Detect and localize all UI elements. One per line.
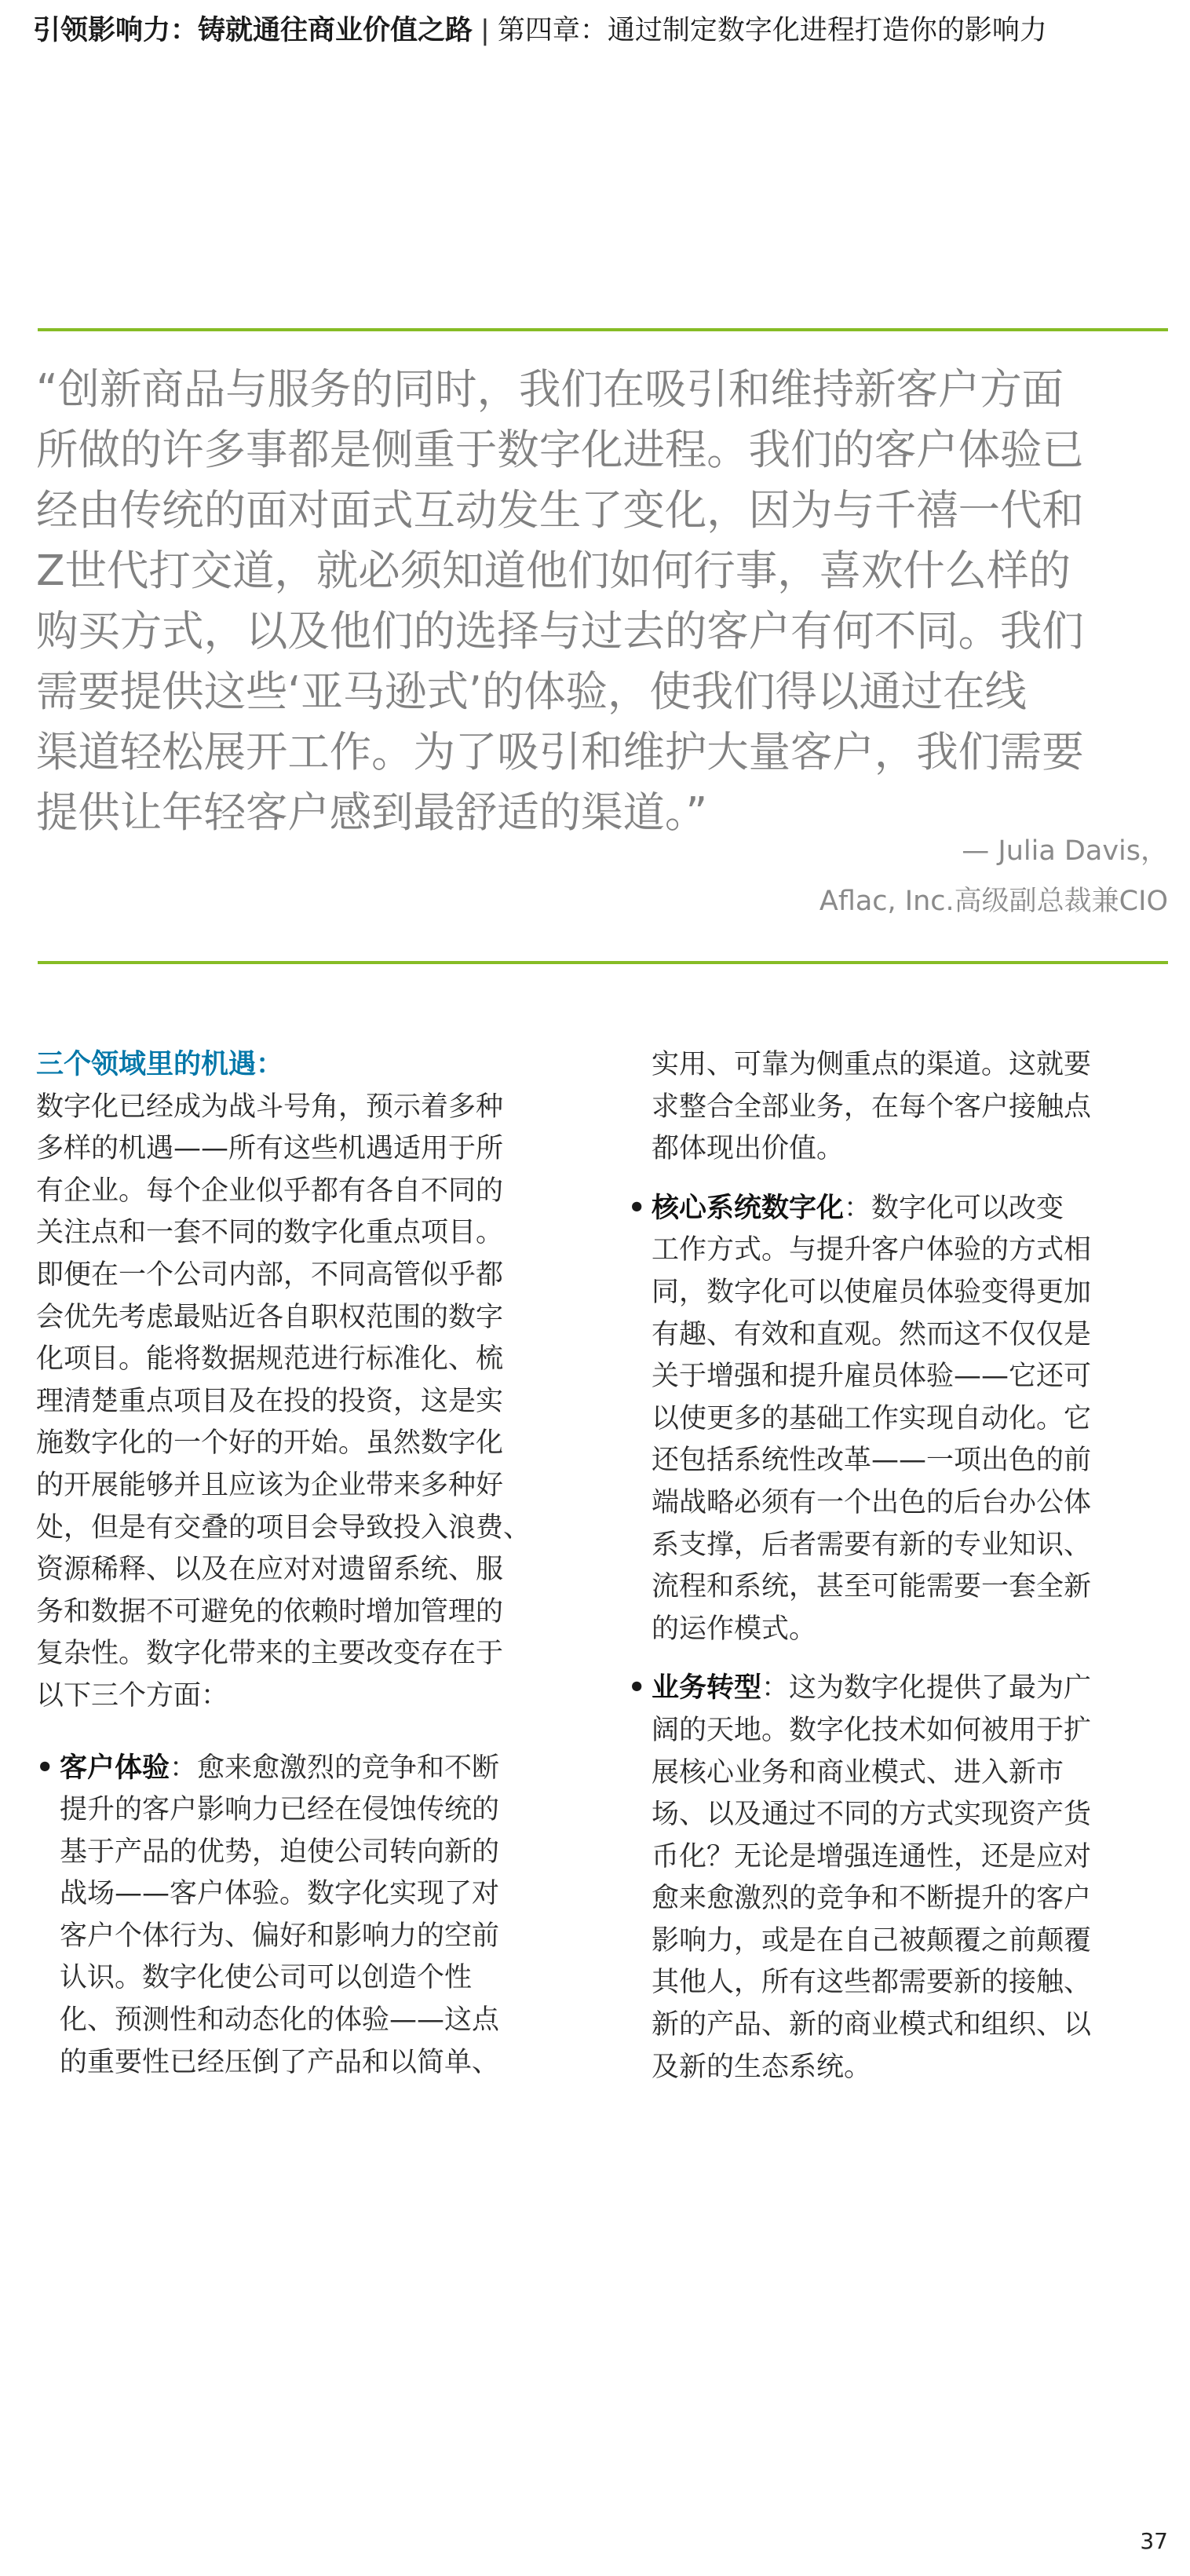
paragraph-line: 有企业。每个企业似乎都有各自不同的 [36,1175,504,1207]
pull-quote [36,359,1174,842]
bullet-line: 愈来愈激烈的竞争和不断提升的客户 [652,1883,1092,1915]
quote-bottom-rule [38,961,1168,964]
bullet-line: ：数字化可以改变 [844,1192,1064,1224]
chapter-title: 第四章：通过制定数字化进程打造你的影响力 [497,15,1047,46]
bullet-line: 基于产品的优势，迫使公司转向新的 [60,1836,500,1868]
bullet-line: 阔的天地。数字化技术如何被用于扩 [652,1714,1092,1746]
bullet-line: 提升的客户影响力已经在侵蚀传统的 [60,1794,500,1826]
paragraph-line: 即便在一个公司内部，不同高管似乎都 [36,1259,504,1291]
paragraph-line: 多样的机遇——所有这些机遇适用于所 [36,1133,504,1165]
quote-line: 渠道轻松展开工作。为了吸引和维护大量客户，我们需要 [36,727,1084,776]
bullet-business-transformation [628,1668,1162,2088]
bullet-icon: • [628,1672,646,1705]
bullet-continuation [628,1044,1162,1171]
quote-author: — Julia Davis， [962,835,1168,867]
bullet-icon: • [36,1752,54,1784]
paragraph-line: 理清楚重点项目及在投的投资，这是实 [36,1385,504,1417]
bullet-line: 影响力，或是在自己被颠覆之前颠覆 [652,1924,1092,1957]
bullet-line: 系支撑，后者需要有新的专业知识、 [652,1529,1092,1561]
header-separator: | [480,15,490,46]
bullet-line: 还包括系统性改革——一项出色的前 [652,1445,1092,1477]
bullet-line: 同，数字化可以使雇员体验变得更加 [652,1276,1092,1308]
intro-paragraph [36,1087,570,1718]
bullet-line: 认识。数字化使公司可以创造个性 [60,1962,473,1994]
quote-line: 需要提供这些‘亚马逊式’的体验，使我们得以通过在线 [36,667,1027,716]
bullet-icon: • [628,1192,646,1224]
quote-line: 经由传统的面对面式互动发生了变化，因为与千禧一代和 [36,485,1084,535]
paragraph-line: 务和数据不可避免的依赖时增加管理的 [36,1595,504,1628]
right-column [628,1044,1162,2088]
paragraph-line: 关注点和一套不同的数字化重点项目。 [36,1217,504,1249]
bullet-line: 工作方式。与提升客户体验的方式相 [652,1234,1092,1266]
quote-line: Z世代打交道，就必须知道他们如何行事，喜欢什么样的 [36,546,1071,595]
bullet-term: 核心系统数字化 [652,1192,845,1224]
bullet-line: 客户个体行为、偏好和影响力的空前 [60,1920,500,1952]
paragraph-line: 复杂性。数字化带来的主要改变存在于 [36,1638,504,1670]
left-column [36,1044,570,2084]
bullet-line: 求整合全部业务，在每个客户接触点 [652,1091,1092,1123]
document-title: 引领影响力：铸就通往商业价值之路 [33,15,473,46]
bullet-core-systems [628,1188,1162,1651]
bullet-line: 及新的生态系统。 [652,2051,872,2083]
bullet-line: 展核心业务和商业模式、进入新市 [652,1756,1064,1789]
bullet-line: 的运作模式。 [652,1613,817,1645]
bullet-line: ：这为数字化提供了最为广 [761,1672,1092,1705]
bullet-term: 客户体验 [60,1752,170,1784]
paragraph-line: 数字化已经成为战斗号角，预示着多种 [36,1091,504,1123]
bullet-line: 新的产品、新的商业模式和组织、以 [652,2009,1092,2041]
bullet-line: 场、以及通过不同的方式实现资产货 [652,1799,1092,1831]
paragraph-spacer [36,1718,570,1748]
running-header [33,11,1163,50]
paragraph-line: 资源稀释、以及在应对对遗留系统、服 [36,1554,504,1586]
section-heading: 三个领域里的机遇： [36,1049,284,1080]
quote-line: “创新商品与服务的同时，我们在吸引和维持新客户方面 [36,364,1064,414]
bullet-term: 业务转型 [652,1672,762,1705]
bullet-line: 流程和系统，甚至可能需要一套全新 [652,1571,1092,1603]
quote-line: 所做的许多事都是侧重于数字化进程。我们的客户体验已 [36,425,1084,474]
bullet-line: 端战略必须有一个出色的后台办公体 [652,1486,1092,1518]
paragraph-line: 处，但是有交叠的项目会导致投入浪费、 [36,1511,531,1544]
quote-author-role: Aflac, Inc.高级副总裁兼CIO [819,886,1168,917]
bullet-line: 都体现出价值。 [652,1133,845,1165]
bullet-line: 关于增强和提升雇员体验——它还可 [652,1361,1092,1393]
bullet-line: 的重要性已经压倒了产品和以简单、 [60,2046,500,2078]
page-number: 37 [1140,2528,1168,2554]
bullet-line: 战场——客户体验。数字化实现了对 [60,1878,500,1910]
paragraph-line: 施数字化的一个好的开始。虽然数字化 [36,1427,504,1460]
bullet-line: ：愈来愈激烈的竞争和不断 [170,1752,500,1784]
paragraph-line: 的开展能够并且应该为企业带来多种好 [36,1469,504,1501]
quote-line: 提供让年轻客户感到最舒适的渠道。” [36,787,708,837]
paragraph-line: 以下三个方面： [36,1679,229,1712]
bullet-line: 其他人，所有这些都需要新的接触、 [652,1967,1092,1999]
paragraph-line: 会优先考虑最贴近各自职权范围的数字 [36,1301,504,1333]
paragraph-line: 化项目。能将数据规范进行标准化、梳 [36,1343,504,1376]
quote-top-rule [38,328,1168,331]
quote-attribution [819,826,1168,926]
quote-line: 购买方式，以及他们的选择与过去的客户有何不同。我们 [36,606,1084,656]
bullet-line: 实用、可靠为侧重点的渠道。这就要 [652,1049,1092,1080]
bullet-line: 币化？无论是增强连通性，还是应对 [652,1840,1092,1873]
bullet-line: 以使更多的基础工作实现自动化。它 [652,1402,1092,1434]
bullet-line: 有趣、有效和直观。然而这不仅仅是 [652,1318,1092,1350]
bullet-customer-experience [36,1748,570,2085]
bullet-line: 化、预测性和动态化的体验——这点 [60,2004,500,2037]
